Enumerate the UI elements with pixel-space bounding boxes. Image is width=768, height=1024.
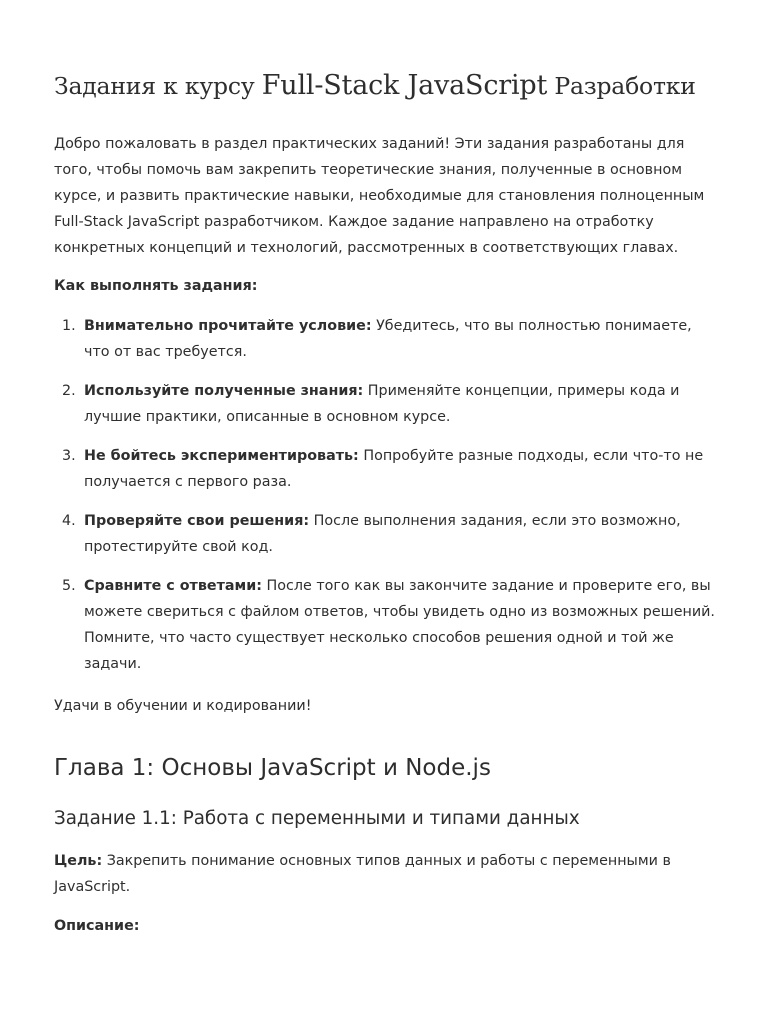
title-part-3: Разработки (547, 72, 696, 100)
steps-list (54, 313, 718, 690)
list-item-number: 1. (62, 318, 76, 334)
document-title (54, 66, 734, 106)
list-item-bold: Используйте полученные знания: (84, 383, 364, 399)
intro-paragraph: Добро пожаловать в раздел практических заданий! Эти задания разработаны для того, чтобы помочь вам закрепить теоретические знания, полученные в основном курсе, и развить практические навыки, необходимые для становления полноценным Full-Stack JavaScript разработчиком. Каждое задание направлено на отработку конкретных концепций и технологий, рассмотренных в соответствующих главах. (54, 136, 705, 256)
list-item-text: Убедитесь, что вы полностью понимаете, что от вас требуется. (84, 318, 692, 360)
list-item-number: 5. (62, 578, 76, 594)
list-item-bold: Внимательно прочитайте условие: (84, 318, 372, 334)
list-item-number: 3. (62, 448, 76, 464)
task-heading: Задание 1.1: Работа с переменными и типами данных (54, 808, 580, 829)
list-item-bold: Проверяйте свои решения: (84, 513, 310, 529)
title-part-2: Full-Stack JavaScript (261, 70, 548, 101)
list-item-number: 4. (62, 513, 76, 529)
chapter-heading: Глава 1: Основы JavaScript и Node.js (54, 755, 491, 781)
howto-heading: Как выполнять задания: (54, 278, 258, 294)
list-item-text: Применяйте концепции, примеры кода и лучшие практики, описанные в основном курсе. (84, 383, 680, 425)
description-label: Описание: (54, 918, 140, 934)
list-item (54, 313, 718, 365)
list-item-text: Попробуйте разные подходы, если что-то не получается с первого раза. (84, 448, 704, 490)
list-item-bold: Не бойтесь экспериментировать: (84, 448, 359, 464)
list-item (54, 443, 718, 495)
list-item-text: После выполнения задания, если это возможно, протестируйте свой код. (84, 513, 681, 555)
list-item-number: 2. (62, 383, 76, 399)
goal-text: Закрепить понимание основных типов данных и работы с переменными в JavaScript. (54, 853, 671, 895)
list-item (54, 508, 718, 560)
goal-paragraph (54, 848, 718, 900)
title-part-1: Задания к курсу (54, 72, 262, 100)
list-item (54, 378, 718, 430)
list-item (54, 573, 718, 677)
list-item-bold: Сравните с ответами: (84, 578, 262, 594)
good-luck-text: Удачи в обучении и кодировании! (54, 698, 312, 714)
goal-label: Цель: (54, 853, 103, 869)
list-item-text: После того как вы закончите задание и проверите его, вы можете свериться с файлом ответов, чтобы увидеть одно из возможных решений. Помните, что часто существует несколько способов решения одной и той же задачи. (84, 578, 715, 672)
